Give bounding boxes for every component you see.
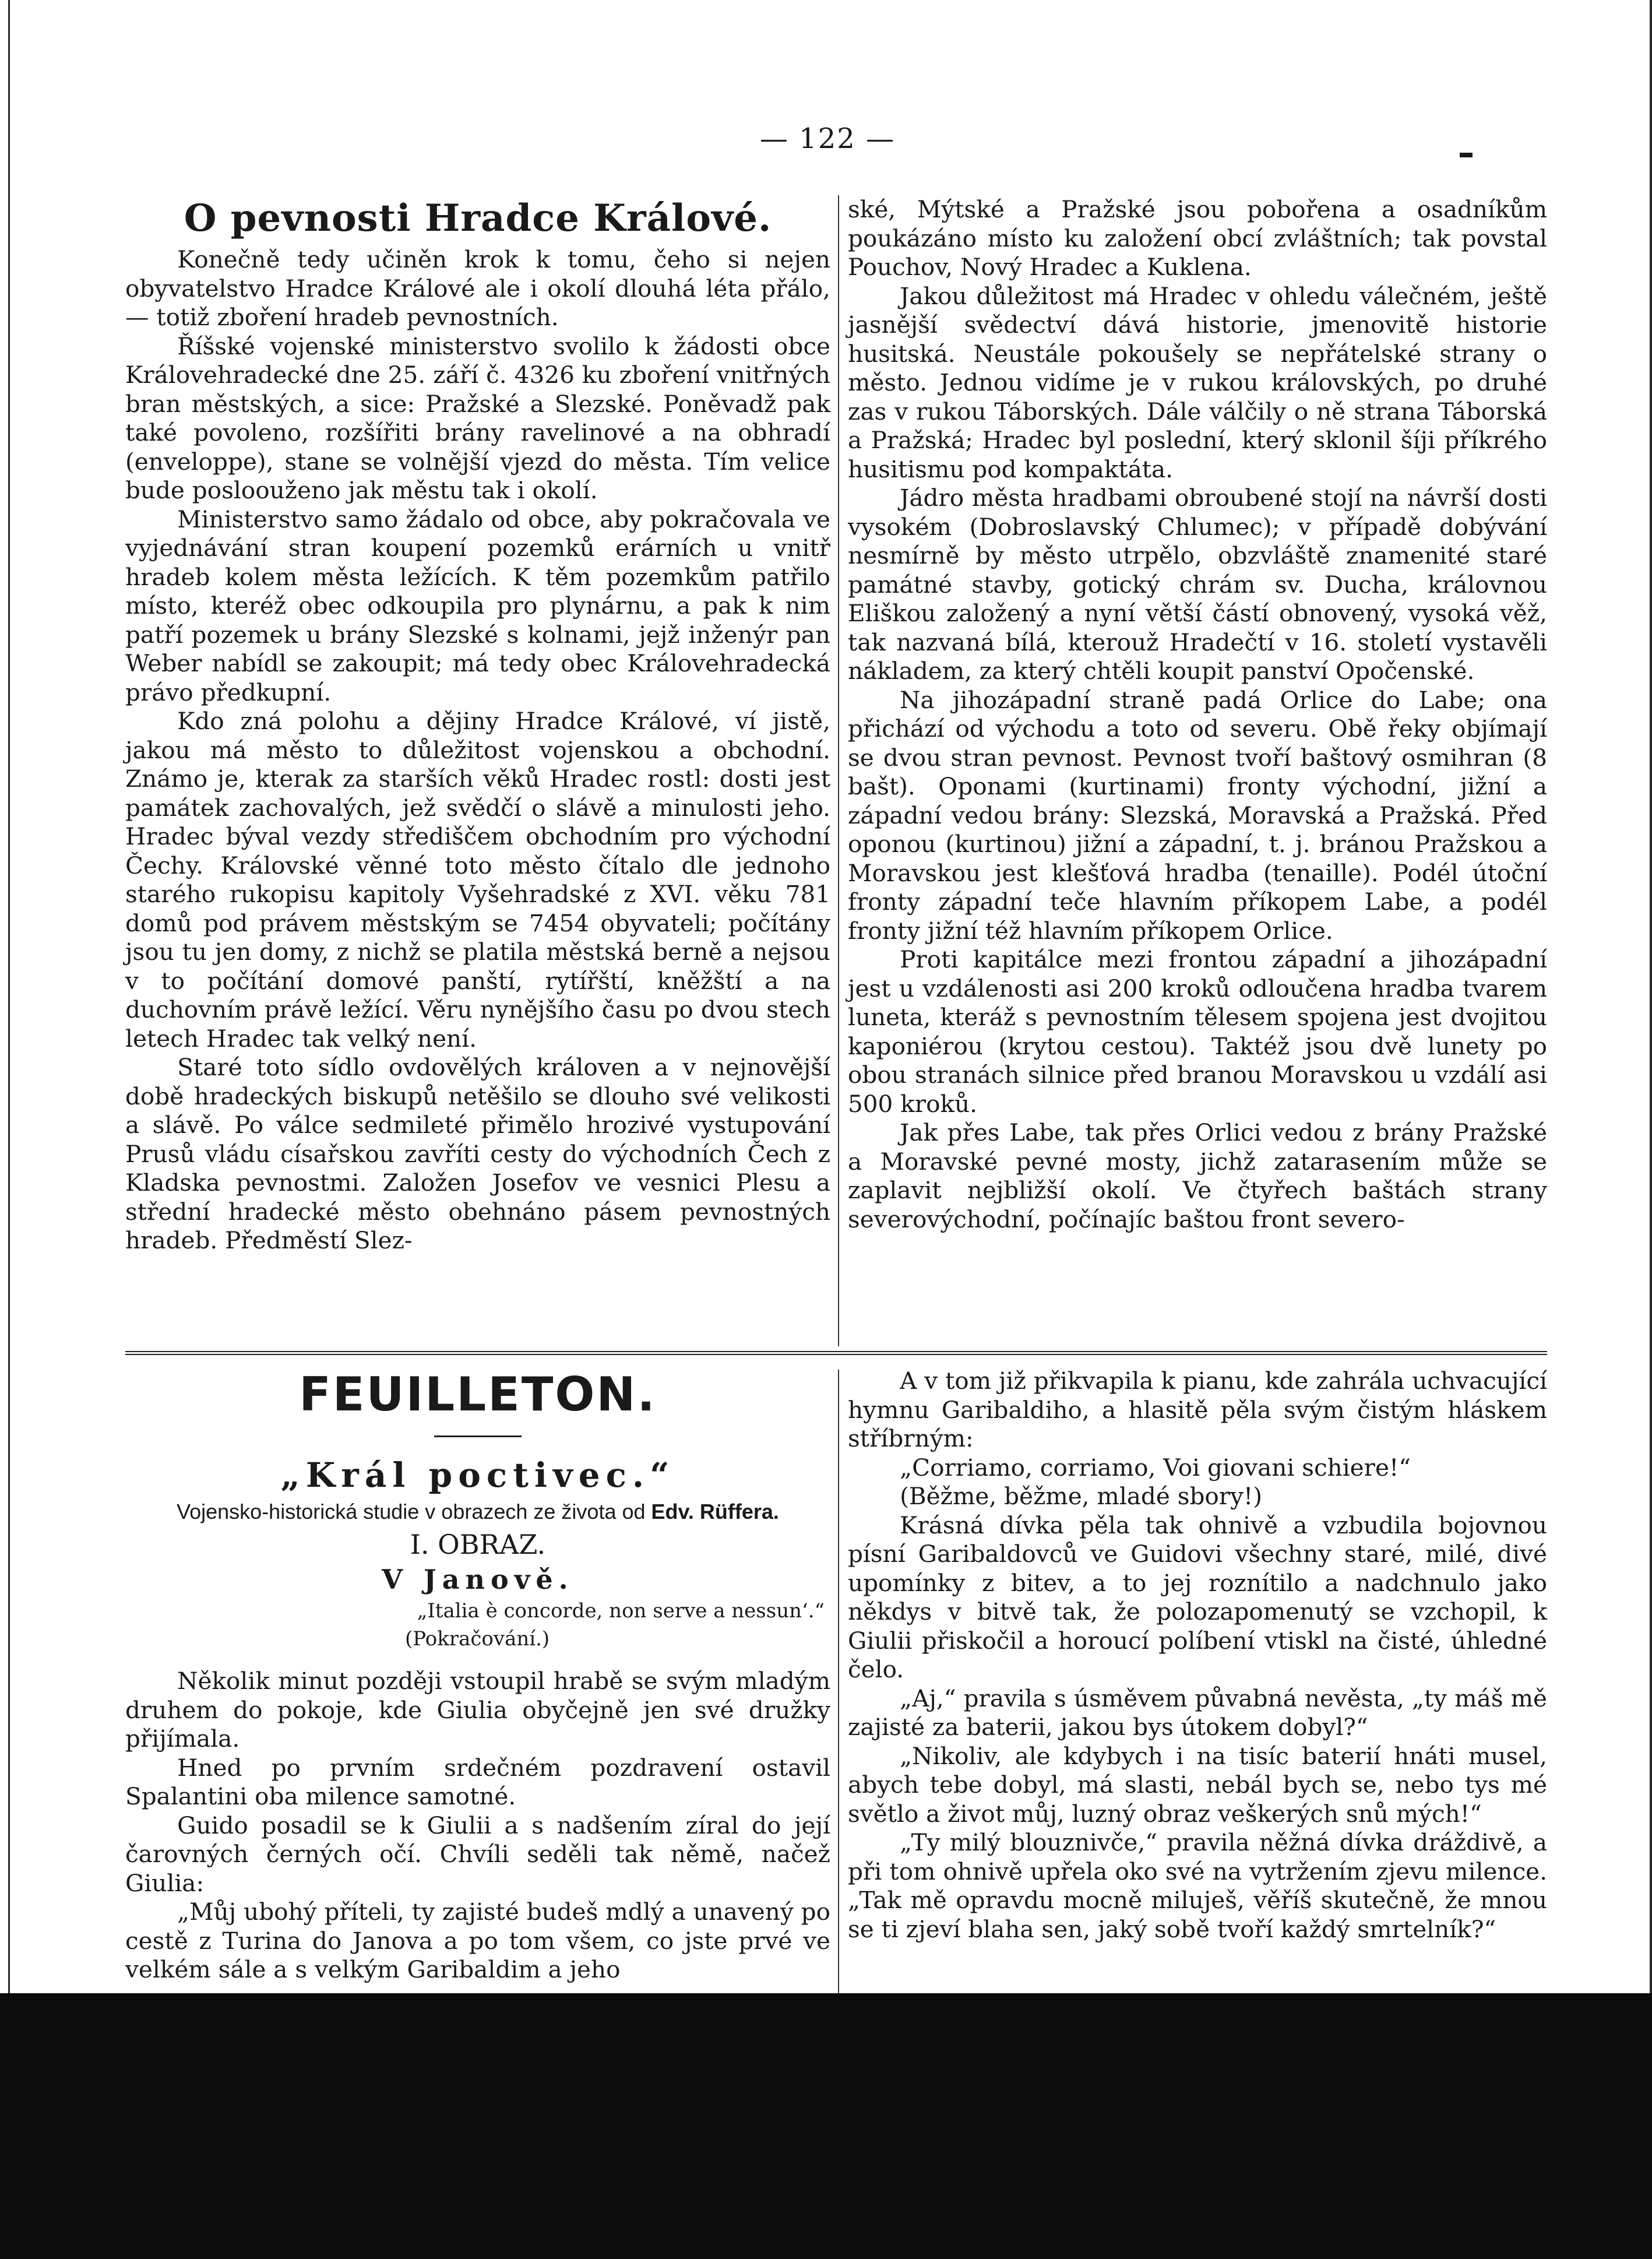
column-divider-top (838, 195, 839, 1346)
story-song-translation: (Běžme, běžme, mladé sbory!) (900, 1482, 1263, 1510)
article-column-right (848, 195, 1547, 1234)
article-paragraph: Jádro města hradbami obroubené stojí na návrší dosti vysokém (Dobroslavský Chlumec); v případě dobývání nesmírně by město utrpělo, obzvláště znamenité staré památné stavby, gotický chrám sv. Ducha, královnou Eliškou založený a nyní větší částí obnovený, vysoká věž, tak nazvaná bílá, kterouž Hradečtí v 16. století vystavěli nákladem, za který chtěli koupit panství Opočenské. (848, 484, 1547, 685)
continued-note: (Pokračování.) (405, 1627, 550, 1651)
article-title: O pevnosti Hradce Králové. (184, 196, 772, 240)
heading-underline (434, 1435, 522, 1437)
article-paragraph: ské, Mýtské a Pražské jsou pobořena a osadníkům poukázáno místo ku založení obcí zvláštních; tak povstal Pouchov, Nový Hradec a Kuklena. (848, 195, 1547, 281)
story-paragraph: „Aj,“ pravila s úsměvem půvabná nevěsta, „ty máš mě zajisté za baterii, jakou bys útokem dobyl?“ (848, 1684, 1547, 1741)
article-paragraph: Konečně tedy učiněn krok k tomu, čeho si nejen obyvatelstvo Hradce Králové ale i okolí dlouhá léta přálo, — totiž zboření hradeb pevnostních. (125, 245, 830, 331)
article-paragraph: Kdo zná polohu a dějiny Hradce Králové, ví jistě, jakou má město to důležitost vojenskou a obchodní. Známo je, kterak za starších věků Hradec rostl: dosti jest památek zachovalých, jež svědčí o slávě a minulosti jeho. Hradec býval vezdy střediščem obchodním pro východní Čechy. Královské věnné toto město čítalo dle jednoho starého rukopisu kapitoly Vyšehradské z XVI. věku 781 domů pod právem městským se 7454 obyvateli; počítány jsou tu jen domy, z nichž se platila městská berně a nejsou v to počítání domové panští, rytířští, kněžští a na duchovním právě ležící. Věru nynějšího času po dvou stech letech Hradec tak velký není. (125, 707, 830, 1053)
story-paragraph: Guido posadil se k Giulii a s nadšením zíral do její čarovných černých očí. Chvíli seděli tak němě, načež Giulia: (125, 1811, 830, 1897)
article-paragraph: Staré toto sídlo ovdovělých královen a v nejnovější době hradeckých biskupů netěšilo se dlouho své velikosti a slávě. Po válce sedmileté přimělo hrozivé vystupování Prusů vládu císařskou zavříti cesty do východních Čech z Kladska pevnostmi. Založen Josefov ve vesnici Plesu a střední hradecké město obehnáno pásem pevnostných hradeb. Předměstí Slez- (125, 1053, 830, 1254)
story-title: „Král poctivec.“ (280, 1455, 675, 1495)
article-paragraph: Ministerstvo samo žádalo od obce, aby pokračovala ve vyjednávání stran koupení pozemků erárních u vnitř hradeb kolem města ležících. K těm pozemkům patřilo místo, kteréž obec odkoupila pro plynárnu, a pak k nim patří pozemek u brány Slezské s kolnami, jejž inženýr pan Weber nabídl se zakoupit; má tedy obec Královehradecká právo předkupní. (125, 505, 830, 706)
story-subtitle (125, 1499, 830, 1525)
feuilleton-column-right (848, 1367, 1547, 1944)
scan-bottom-black-band (0, 1993, 1652, 2259)
place-heading: V Janově. (382, 1564, 574, 1595)
chapter-heading: I. OBRAZ. (410, 1529, 546, 1560)
feuilleton-column-left (125, 1367, 830, 1984)
article-paragraph: Říšské vojenské ministerstvo svolilo k žádosti obce Královehradecké dne 25. září č. 4326 ku zboření vnitřných bran městských, a sice: Pražské a Slezské. Poněvadž pak také povoleno, rozšířiti brány ravelinové a na obhradí (enveloppe), stane se volnější vjezd do města. Tím velice bude posloouženo jak městu tak i okolí. (125, 332, 830, 504)
story-paragraph: A v tom již přikvapila k pianu, kde zahrála uchvacující hymnu Garibaldiho, a hlasitě pěla svým čistým hláskem stříbrným: (848, 1367, 1547, 1452)
story-paragraph: Několik minut později vstoupil hrabě se svým mladým druhem do pokoje, kde Giulia obyčejně jen své družky přijímala. (125, 1667, 830, 1753)
right-margin-rule (1650, 0, 1652, 1993)
article-column-left (125, 195, 830, 1255)
feuilleton-heading: FEUILLETON. (299, 1367, 657, 1421)
column-divider-bottom (838, 1370, 839, 2005)
story-paragraph: Hned po prvním srdečném pozdravení ostavil Spalantini oba milence samotné. (125, 1753, 830, 1810)
story-paragraph: „Můj ubohý příteli, ty zajisté budeš mdlý a unavený po cestě z Turina do Janova a po tom všem, co jste prvé ve velkém sále a s velkým Garibaldim a jeho (125, 1898, 830, 1983)
story-paragraph: Krásná dívka pěla tak ohnivě a vzbudila bojovnou písní Garibaldovců ve Guidovi všechny staré, milé, divé upomínky z bitev, a to jej roznítilo a nadchnulo jako někdys v bitvě tak, že polozapomenutý se vzchopil, k Giulii přiskočil a horoucí políbení vtiskl na čisté, úhledné čelo. (848, 1511, 1547, 1683)
article-paragraph: Na jihozápadní straně padá Orlice do Labe; ona přichází od východu a toto od severu. Obě řeky objímají se dvou stran pevnost. Pevnost tvoří baštový osmihran (8 bašt). Oponami (kurtinami) fronty východní, jižní a západní vedou brány: Slezská, Moravská a Pražská. Před oponou (kurtinou) jižní a západní, t. j. bránou Pražskou a Moravskou jest klešťová hradba (tenaille). Podél útoční fronty západní teče hlavním příkopem Labe, a podél fronty jižní též hlavním příkopem Orlice. (848, 685, 1547, 945)
story-paragraph: „Nikoliv, ale kdybych i na tisíc baterií hnáti musel, abych tebe dobyl, má slasti, nebál bych se, nebo tys mé světlo a život můj, luzný obraz veškerých snů mých!“ (848, 1741, 1547, 1828)
page-number: — 122 — (759, 122, 896, 155)
section-separator-rule (125, 1351, 1547, 1355)
article-paragraph: Proti kapitálce mezi frontou západní a jihozápadní jest u vzdálenosti asi 200 kroků odloučena hradba tvarem luneta, kteráž s pevnostním tělesem spojena jest dvojitou kaponiérou (krytou cestou). Taktéž jsou dvě lunety po obou stranách silnice před branou Moravskou u vzdálí asi 500 kroků. (848, 945, 1547, 1118)
left-margin-rule (8, 0, 10, 1993)
article-paragraph: Jak přes Labe, tak přes Orlici vedou z brány Pražské a Moravské pevné mosty, jichž zatarasením může se zaplavit nejbližší okolí. Ve čtyřech baštách strany severovýchodní, počínajíc baštou front severo- (848, 1118, 1547, 1233)
corner-dash-mark (1460, 153, 1473, 157)
motto: „Italia è concorde, non serve a nessun‘.“ (417, 1599, 825, 1623)
story-author: Edv. Rüffera. (651, 1500, 779, 1523)
story-song-line: „Corriamo, corriamo, Voi giovani schiere!“ (900, 1453, 1411, 1482)
article-paragraph: Jakou důležitost má Hradec v ohledu válečném, ještě jasnější svědectví dává historie, jmenovitě historie husitská. Neustále pokoušely se nepřátelské strany o město. Jednou vidíme je v rukou královských, po druhé zas v rukou Táborských. Dále válčily o ně strana Táborská a Pražská; Hradec byl poslední, který sklonil šíji příkrého husitismu pod kompaktáta. (848, 282, 1547, 483)
story-paragraph: „Ty milý blouznivče,“ pravila něžná dívka dráždivě, a při tom ohnivě upřela oko své na vytržením zjevu milence. „Tak mě opravdu mocně miluješ, věříš skutečně, že mnou se ti zjeví blaha sen, jaký sobě tvoří každý smrtelník?“ (848, 1828, 1547, 1943)
story-subtitle-lead: Vojensko-historická studie v obrazech ze života od (177, 1500, 646, 1523)
